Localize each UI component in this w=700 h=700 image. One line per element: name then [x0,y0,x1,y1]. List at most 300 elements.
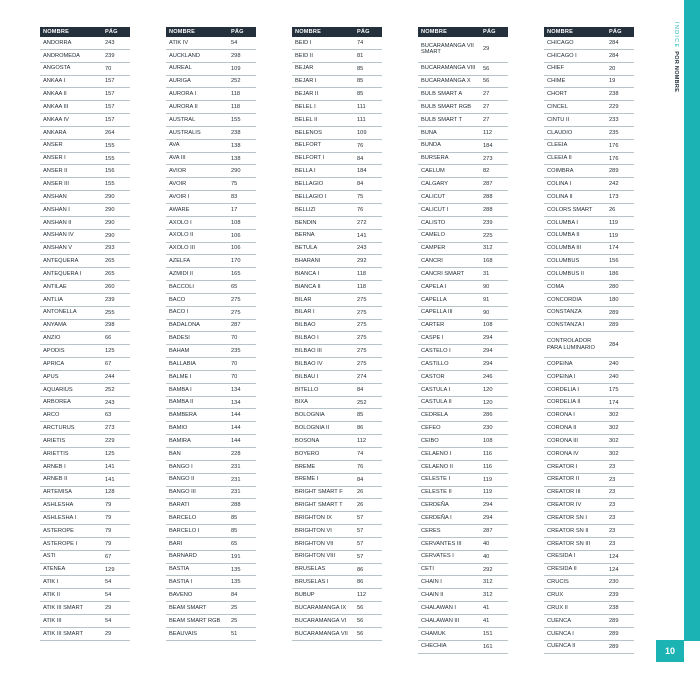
product-name: CUENCA [547,617,572,624]
product-name: CHIEF [547,65,565,72]
product-name: CONSTANZA I [547,322,585,329]
page-ref: 85 [231,515,238,522]
page-ref: 290 [105,194,115,201]
index-row [418,641,508,654]
page-ref: 56 [357,630,364,637]
product-name: ANKAA II [43,91,67,98]
product-name: CALICUT I [421,206,449,213]
product-name: BRUSELAS [295,566,326,573]
page-ref: 264 [105,129,115,136]
page-ref: 74 [357,450,364,457]
page-ref: 27 [483,91,490,98]
product-name: BARATI [169,502,190,509]
index-row [544,217,634,230]
page-ref: 118 [231,104,241,111]
sidebar-by-name-label: POR NOMBRE [673,51,679,93]
page-ref: 118 [357,271,367,278]
page-ref: 56 [357,617,364,624]
index-row [40,499,130,512]
page-ref: 84 [231,592,238,599]
index-row [166,153,256,166]
product-name: BHARANI [295,258,321,265]
product-name: COLUMBUS [547,258,580,265]
page-ref: 85 [357,91,364,98]
index-row [418,294,508,307]
index-row [166,76,256,89]
product-name: BANGO I [169,463,193,470]
index-row [418,525,508,538]
index-row [166,397,256,410]
index-row [292,358,382,371]
page-ref: 144 [231,412,241,419]
page-ref: 111 [357,116,366,123]
product-name: BAMBA II [169,399,194,406]
product-name: BREME [295,463,316,470]
page-ref: 287 [483,527,493,534]
product-name: ANKAA III [43,103,69,110]
product-name: ANSER III [43,181,69,187]
index-row [544,178,634,191]
product-name: BUCARAMANGA VII SMART [421,42,474,56]
page-ref: 135 [231,579,241,586]
product-name: BEAM SMART RGB [169,617,221,624]
index-row [418,76,508,89]
index-row [544,268,634,281]
index-row [418,628,508,641]
product-name: BOLOGNIA [295,412,325,419]
product-name: CORONA IV [547,450,579,457]
page-ref: 25 [231,605,238,612]
product-name: BARCELO [169,514,197,521]
index-row [292,165,382,178]
index-row [292,461,382,474]
product-name: BAVENO [169,592,193,598]
page-ref: 112 [357,438,367,445]
product-name: BUNDA [421,142,441,149]
index-row [418,551,508,564]
product-name: COLINA I [547,181,572,187]
index-row [40,320,130,333]
index-row [40,602,130,615]
page-ref: 231 [231,489,241,496]
index-row [544,165,634,178]
product-name: CRESIDA II [547,566,577,573]
page-ref: 157 [105,104,115,111]
page-ref: 239 [105,52,115,59]
page-ref: 168 [483,258,493,265]
page-ref: 41 [483,617,490,624]
page-ref: 292 [483,566,493,573]
page-ref: 40 [483,540,490,547]
product-name: BEJAR I [295,78,317,85]
product-name: BUCARAMANGA VI [295,617,347,624]
sidebar-accent-strip [684,118,700,641]
product-name: CUENCA II [547,643,576,650]
page-ref: 157 [105,116,115,123]
index-row [292,628,382,641]
product-name: CEDRELA [421,412,448,419]
product-name: BANGO III [169,489,196,496]
page-ref: 67 [105,553,112,560]
index-row [544,191,634,204]
page-ref: 238 [609,91,619,98]
page-ref: 288 [483,206,493,213]
page-ref: 290 [105,206,115,213]
product-name: AZMIDI II [169,270,194,277]
page-ref: 66 [105,335,112,342]
index-row [40,512,130,525]
index-row [292,153,382,166]
product-name: BURSERA [421,155,449,162]
page-ref: 294 [483,348,493,355]
product-name: CELESTE II [421,489,452,496]
product-name: AXOLO I [169,219,192,226]
product-name: BULB SMART RGB [421,103,472,110]
index-row [166,409,256,422]
product-name: BADESI [169,335,190,342]
page-ref: 54 [105,579,112,586]
product-name: COLUMBA III [547,245,582,252]
page-ref: 312 [483,592,493,599]
product-name: BOSONA [295,437,320,444]
index-row [292,50,382,63]
page-ref: 289 [609,617,619,624]
product-name: ANSHAN V [43,245,73,252]
product-name: AUSTRAL [169,116,196,123]
page-ref: 155 [105,142,115,149]
index-row [166,358,256,371]
page-ref: 23 [609,540,616,547]
index-row [292,448,382,461]
page-ref: 125 [105,450,115,457]
product-name: CAPELLA III [421,309,453,316]
page-ref: 85 [357,78,364,85]
product-name: BILBAO IV [295,360,323,367]
page-ref: 287 [483,181,493,188]
page-ref: 26 [609,206,616,213]
product-name: AUCKLAND [169,52,200,59]
product-name: CASPE I [421,335,444,342]
page-ref: 275 [357,335,367,342]
product-name: ANSHAN II [43,219,72,226]
page-ref: 57 [357,553,364,560]
index-row [544,294,634,307]
index-row [166,243,256,256]
index-row [544,499,634,512]
page-ref: 111 [357,104,366,111]
index-row [292,602,382,615]
page-ref: 289 [609,309,619,316]
index-row [418,384,508,397]
product-name: ASTEROPE I [43,540,78,547]
page-ref: 109 [357,129,367,136]
index-row [418,230,508,243]
product-name: BUCARAMANGA VII [295,630,348,637]
page-ref: 302 [609,412,619,419]
index-row [544,127,634,140]
product-name: ATIK III SMART [43,604,83,611]
index-row [40,397,130,410]
product-name: ASTEROPE [43,527,74,534]
product-name: CHICAGO I [547,52,577,59]
product-name: ANSHAN I [43,206,70,213]
index-row [40,564,130,577]
page-ref: 129 [105,566,115,573]
page-ref: 54 [105,592,112,599]
product-name: ARCTURUS [43,425,75,432]
index-row [418,320,508,333]
product-name: CINCEL [547,103,568,110]
product-name: BILBAO III [295,347,322,354]
index-row [166,628,256,641]
index-row [166,294,256,307]
page-ref: 239 [609,592,619,599]
product-name: BELLA I [295,168,316,175]
page-ref: 112 [357,592,367,599]
index-row [418,564,508,577]
page-ref: 63 [105,412,112,419]
index-row [292,371,382,384]
product-name: ANSER II [43,168,68,175]
page-ref: 23 [609,476,616,483]
index-row [40,422,130,435]
product-name: BILAR [295,296,312,303]
index-row [292,217,382,230]
index-row [166,320,256,333]
index-row [292,564,382,577]
header-name: NOMBRE [295,29,322,35]
product-name: ANKAA I [43,78,66,85]
index-row [166,371,256,384]
product-name: ANTEQUERA [43,258,79,265]
page-ref: 272 [357,219,367,226]
page-ref: 91 [483,296,490,303]
page-ref: 108 [483,322,493,329]
page-ref: 54 [105,617,112,624]
index-row [544,358,634,371]
page-ref: 108 [483,438,493,445]
page-ref: 84 [357,386,364,393]
index-row [418,127,508,140]
index-row [418,538,508,551]
product-name: CARTER [421,322,445,329]
page-ref: 109 [231,65,241,72]
page-ref: 286 [483,412,493,419]
product-name: BIANCA I [295,270,320,277]
index-row [418,345,508,358]
product-name: CASTELO I [421,347,451,354]
page-ref: 120 [483,386,493,393]
product-name: AQUARIUS [43,386,73,393]
page-ref: 141 [105,476,115,483]
index-row [166,576,256,589]
index-row [166,332,256,345]
page-ref: 118 [357,283,367,290]
product-name: BAMBERA [169,412,197,419]
index-row [292,307,382,320]
page-ref: 155 [231,116,241,123]
page-ref: 225 [483,232,493,239]
index-row [418,204,508,217]
index-column-5 [544,27,634,654]
index-row [418,409,508,422]
page-ref: 85 [357,412,364,419]
product-name: CLEEIA [547,142,568,149]
page-ref: 186 [609,271,619,278]
page-ref: 289 [609,168,619,175]
product-name: AUSTRALIS [169,129,201,136]
page-ref: 81 [357,52,364,59]
index-row [40,371,130,384]
index-row [40,358,130,371]
product-name: BRIGHTON VII [295,540,334,547]
page-ref: 144 [231,438,241,445]
index-row [292,474,382,487]
page-ref: 294 [483,502,493,509]
index-row [292,397,382,410]
index-row [166,589,256,602]
index-row [418,243,508,256]
index-row [166,217,256,230]
index-column-2 [166,27,256,641]
index-row [40,384,130,397]
index-row [40,538,130,551]
page-ref: 90 [483,309,490,316]
page-ref: 29 [105,605,112,612]
index-row [418,332,508,345]
product-name: BANGO II [169,476,195,483]
product-name: CREATOR I [547,463,578,470]
page-ref: 239 [105,296,115,303]
header-page: PÁG [105,29,118,35]
index-row [292,37,382,50]
index-row [292,268,382,281]
index-row [292,294,382,307]
product-name: ATENEA [43,566,66,573]
index-row [544,320,634,333]
product-name: BADALONA [169,322,200,329]
page-ref: 289 [609,630,619,637]
product-name: COLUMBUS II [547,270,584,277]
page-ref: 239 [483,219,493,226]
product-name: CHAIN I [421,579,442,586]
page-ref: 106 [231,245,241,252]
page-ref: 229 [609,104,619,111]
index-row [40,332,130,345]
product-name: CAMPER [421,245,446,252]
product-name: BRIGHT SMART T [295,502,343,509]
page-ref: 56 [483,78,490,85]
index-row [40,114,130,127]
page-ref: 176 [609,155,619,162]
product-name: CETI [421,566,434,573]
sidebar-title [671,22,683,102]
page-ref: 56 [357,605,364,612]
page-ref: 76 [357,142,364,149]
page-ref: 84 [357,476,364,483]
index-row [166,474,256,487]
index-row [166,512,256,525]
page-ref: 135 [231,566,241,573]
index-row [40,448,130,461]
product-name: BASTIA I [169,579,193,586]
index-row [418,217,508,230]
page-ref: 184 [357,168,367,175]
column-header [40,27,130,37]
page-ref: 40 [483,553,490,560]
index-row [292,76,382,89]
page-ref: 118 [231,91,241,98]
index-row [544,641,634,654]
page-ref: 83 [231,194,238,201]
product-name: ARBOREA [43,399,71,406]
page-ref: 124 [609,566,619,573]
index-row [40,178,130,191]
product-name: CONCORDIA [547,296,582,303]
page-ref: 106 [231,232,241,239]
index-row [544,576,634,589]
product-name: CHALAWAN III [421,617,460,624]
product-name: CREATOR SN II [547,527,589,534]
index-row [292,191,382,204]
product-name: ANTILAE [43,283,67,290]
index-row [40,243,130,256]
index-row [166,178,256,191]
product-name: AURORA I [169,91,197,98]
index-row [544,281,634,294]
sidebar-index-label: ÍNDICE [673,22,679,49]
index-row [292,499,382,512]
header-page: PÁG [231,29,244,35]
index-row [544,204,634,217]
page-ref: 84 [357,181,364,188]
index-row [166,448,256,461]
page-ref: 119 [483,476,493,483]
product-name: ASHLESHA I [43,514,77,521]
index-row [544,50,634,63]
index-row [544,461,634,474]
index-row [292,281,382,294]
page-ref: 76 [357,206,364,213]
index-row [166,165,256,178]
product-name: ANGOSTA [43,65,71,72]
index-row [418,602,508,615]
index-row [166,191,256,204]
product-name: ANZIO [43,335,61,342]
product-name: ANSER [43,142,63,149]
product-name: CRESIDA I [547,553,576,560]
index-row [40,255,130,268]
index-row [418,358,508,371]
page-ref: 119 [609,232,619,239]
page-ref: 112 [483,129,493,136]
page-ref: 65 [231,540,238,547]
product-name: CELAENO I [421,450,452,457]
page-ref: 156 [609,258,619,265]
page-ref: 273 [105,425,115,432]
product-name: BRIGHTON VIII [295,553,336,560]
index-row [292,204,382,217]
product-name: ANDROMEDA [43,52,80,59]
product-name: CUENCA I [547,630,574,637]
product-name: BULB SMART T [421,116,463,123]
index-row [166,525,256,538]
page-ref: 29 [483,46,490,53]
index-row [544,564,634,577]
page-ref: 228 [231,450,241,457]
page-ref: 56 [483,65,490,72]
product-name: BAMIRA [169,437,191,444]
